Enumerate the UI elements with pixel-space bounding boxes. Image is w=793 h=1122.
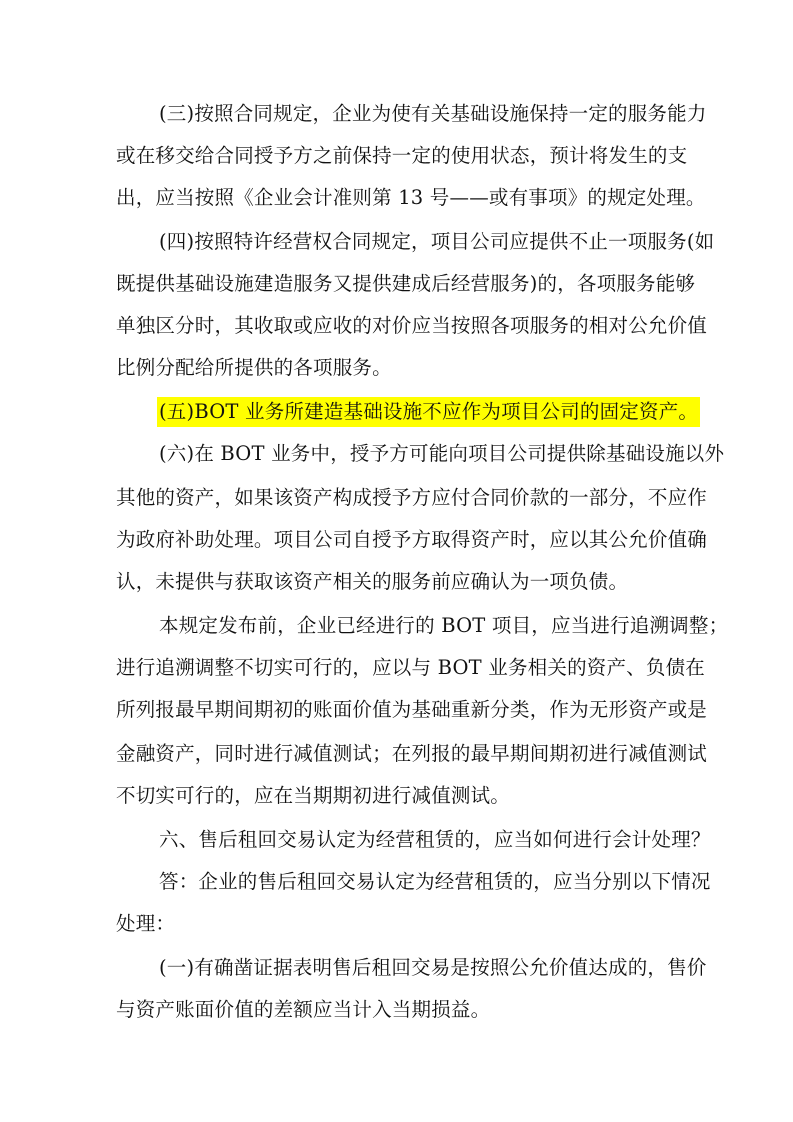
text-line: (四)按照特许经营权合同规定，项目公司应提供不止一项服务(如 [159, 230, 715, 253]
highlighted-text-line [157, 398, 700, 426]
text-line: 出，应当按照《企业会计准则第 13 号——或有事项》的规定处理。 [116, 186, 706, 209]
text-line: 所列报最早期间期初的账面价值为基础重新分类，作为无形资产或是 [116, 698, 708, 721]
text-line: 本规定发布前，企业已经进行的 BOT 项目，应当进行追溯调整； [159, 614, 729, 637]
text-line: 既提供基础设施建造服务又提供建成后经营服务)的，各项服务能够 [116, 272, 696, 295]
text-line: 认，未提供与获取该资产相关的服务前应确认为一项负债。 [116, 570, 629, 593]
highlight-span: (五)BOT 业务所建造基础设施不应作为项目公司的固定资产。 [157, 397, 700, 427]
text-line: (三)按照合同规定，企业为使有关基础设施保持一定的服务能力 [159, 102, 707, 125]
text-line: 其他的资产，如果该资产构成授予方应付合同价款的一部分，不应作 [116, 486, 708, 509]
text-line: 金融资产，同时进行减值测试；在列报的最早期间期初进行减值测试 [116, 742, 708, 765]
text-line: 不切实可行的，应在当期期初进行减值测试。 [116, 784, 511, 807]
text-line: 或在移交给合同授予方之前保持一定的使用状态，预计将发生的支 [116, 144, 688, 167]
text-line: 答：企业的售后租回交易认定为经营租赁的，应当分别以下情况 [159, 870, 711, 893]
section-heading: 六、售后租回交易认定为经营租赁的，应当如何进行会计处理？ [159, 828, 711, 851]
text-line: (一)有确凿证据表明售后租回交易是按照公允价值达成的，售价 [159, 956, 707, 979]
text-line: 与资产账面价值的差额应当计入当期损益。 [116, 998, 491, 1021]
text-line: (六)在 BOT 业务中，授予方可能向项目公司提供除基础设施以外 [159, 442, 725, 465]
text-line: 处理： [116, 912, 176, 935]
text-line: 进行追溯调整不切实可行的，应以与 BOT 业务相关的资产、负债在 [116, 656, 705, 679]
text-line: 单独区分时，其收取或应收的对价应当按照各项服务的相对公允价值 [116, 314, 708, 337]
text-line: 比例分配给所提供的各项服务。 [116, 356, 392, 379]
text-line: 为政府补助处理。项目公司自授予方取得资产时，应以其公允价值确 [116, 528, 708, 551]
